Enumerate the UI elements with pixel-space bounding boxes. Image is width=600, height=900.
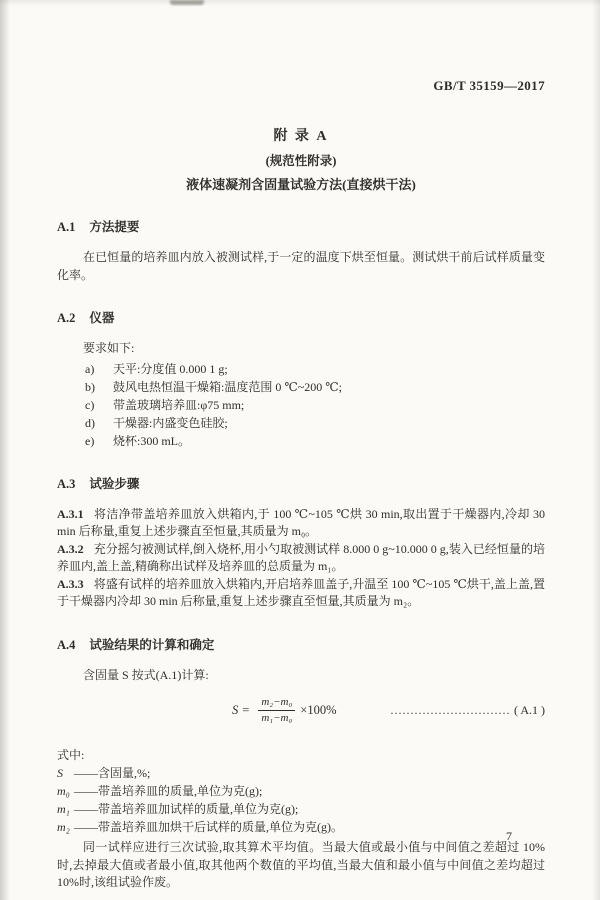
appendix-subtitle-normative: (规范性附录) bbox=[265, 154, 337, 168]
definition-text: 带盖培养皿的质量,单位为克(g); bbox=[98, 784, 263, 798]
list-item bbox=[57, 396, 545, 414]
section-a4-title: 试验结果的计算和确定 bbox=[89, 637, 215, 652]
list-item-text: 天平:分度值 0.000 1 g; bbox=[113, 361, 228, 376]
definition-row bbox=[57, 764, 545, 782]
definition-text: 带盖培养皿加试样的质量,单位为克(g); bbox=[98, 802, 299, 816]
list-item bbox=[57, 432, 545, 450]
page-left-shadow bbox=[0, 0, 10, 900]
equipment-list bbox=[57, 360, 545, 450]
section-a2-title: 仪器 bbox=[89, 311, 115, 325]
step-number: A.3.2 bbox=[57, 541, 84, 556]
definition-row bbox=[57, 800, 545, 818]
definition-symbol: m₀ bbox=[57, 784, 70, 798]
definition-text: 含固量,%; bbox=[98, 766, 151, 780]
list-item bbox=[57, 414, 545, 432]
section-a2-number: A.2 bbox=[57, 311, 76, 325]
section-a4-number: A.4 bbox=[57, 637, 76, 652]
section-a3-title: 试验步骤 bbox=[89, 476, 140, 491]
section-a1-title: 方法提要 bbox=[89, 220, 140, 234]
section-a1-heading bbox=[57, 217, 545, 235]
appendix-method-title: 液体速凝剂含固量试验方法(直接烘干法) bbox=[186, 177, 416, 192]
list-marker: c) bbox=[85, 397, 95, 412]
definition-text: 带盖培养皿加烘干后试样的质量,单位为克(g)。 bbox=[98, 820, 343, 834]
definition-symbol: m₁ bbox=[57, 802, 70, 816]
list-item bbox=[57, 378, 545, 396]
list-marker: b) bbox=[85, 379, 95, 394]
definition-row bbox=[57, 782, 545, 800]
fraction-numerator: m₂−m₀ bbox=[258, 696, 295, 711]
equation-fraction bbox=[258, 696, 295, 725]
section-a2-heading bbox=[57, 308, 545, 326]
list-marker: e) bbox=[85, 433, 95, 448]
list-item-text: 鼓风电热恒温干燥箱:温度范围 0 ℃~200 ℃; bbox=[113, 379, 343, 394]
dotted-leader: ………………………… bbox=[390, 703, 510, 717]
where-label: 式中: bbox=[57, 748, 85, 762]
page-content bbox=[57, 0, 545, 892]
step-a3-3 bbox=[57, 576, 545, 611]
definition-dash: —— bbox=[74, 820, 98, 834]
equation-equals: = bbox=[242, 703, 250, 717]
repeatability-paragraph: 同一试样应进行三次试验,取其算术平均值。当最大值或最小值与中间值之差超过 10%时,去掉最大值或者最小值,取其他两个数值的平均值,当最大值和最小值与中间值之差均超过 10%时,该组试验作废。 bbox=[57, 840, 545, 889]
list-marker: d) bbox=[85, 415, 95, 430]
section-a1-body: 在已恒量的培养皿内放入被测试样,于一定的温度下烘至恒量。测试烘干前后试样质量变化率。 bbox=[57, 250, 545, 282]
standard-code-header: GB/T 35159—2017 bbox=[433, 78, 545, 93]
equation-multiplier: ×100% bbox=[300, 703, 337, 717]
equation-a1 bbox=[232, 696, 337, 725]
equation-label: ( A.1 ) bbox=[514, 703, 545, 717]
definition-symbol: S bbox=[57, 766, 63, 780]
section-a1-number: A.1 bbox=[57, 220, 76, 234]
definition-dash: —— bbox=[74, 802, 98, 816]
appendix-title: 附 录 A bbox=[273, 129, 329, 144]
formula-intro: 含固量 S 按式(A.1)计算: bbox=[83, 667, 209, 682]
equation-reference bbox=[390, 703, 545, 718]
step-text: 充分摇匀被测试样,倒入烧杯,用小勺取被测试样 8.000 0 g~10.000 0 g,装入已经恒量的培养皿内,盖上盖,精确称出试样及培养皿的总质量为 m₁。 bbox=[57, 541, 545, 573]
step-number: A.3.3 bbox=[57, 576, 84, 591]
list-item bbox=[57, 360, 545, 378]
section-a3-number: A.3 bbox=[57, 476, 76, 491]
definition-dash: —— bbox=[74, 766, 98, 780]
list-item-text: 烧杯:300 mL。 bbox=[113, 433, 190, 448]
equation-a1-row bbox=[57, 694, 545, 736]
page-number: 7 bbox=[506, 829, 512, 843]
definition-row bbox=[57, 818, 545, 836]
section-a3-heading bbox=[57, 474, 545, 492]
definition-symbol: m₂ bbox=[57, 820, 70, 834]
step-a3-1 bbox=[57, 506, 545, 541]
step-text: 将盛有试样的培养皿放入烘箱内,开启培养皿盖子,升温至 100 ℃~105 ℃烘干,盖上盖,置于干燥器内冷却 30 min 后称量,重复上述步骤直至恒量,其质量为 m₂。 bbox=[57, 576, 545, 608]
symbol-definitions bbox=[57, 764, 545, 836]
step-a3-2 bbox=[57, 541, 545, 576]
list-marker: a) bbox=[85, 361, 95, 376]
list-item-text: 干燥器:内盛变色硅胶; bbox=[113, 415, 228, 430]
section-a2-intro: 要求如下: bbox=[83, 341, 135, 355]
list-item-text: 带盖玻璃培养皿:φ75 mm; bbox=[113, 397, 245, 412]
procedure-steps bbox=[57, 506, 545, 611]
definition-dash: —— bbox=[74, 784, 98, 798]
fraction-denominator: m₁−m₀ bbox=[261, 712, 293, 724]
step-text: 将洁净带盖培养皿放入烘箱内,于 100 ℃~105 ℃烘 30 min,取出置于干燥器内,冷却 30 min 后称量,重复上述步骤直至恒量,其质量为 m₀。 bbox=[57, 506, 545, 538]
section-a4-heading bbox=[57, 635, 545, 653]
step-number: A.3.1 bbox=[57, 506, 84, 521]
equation-lhs: S bbox=[232, 703, 239, 717]
page-right-shadow bbox=[592, 0, 600, 900]
